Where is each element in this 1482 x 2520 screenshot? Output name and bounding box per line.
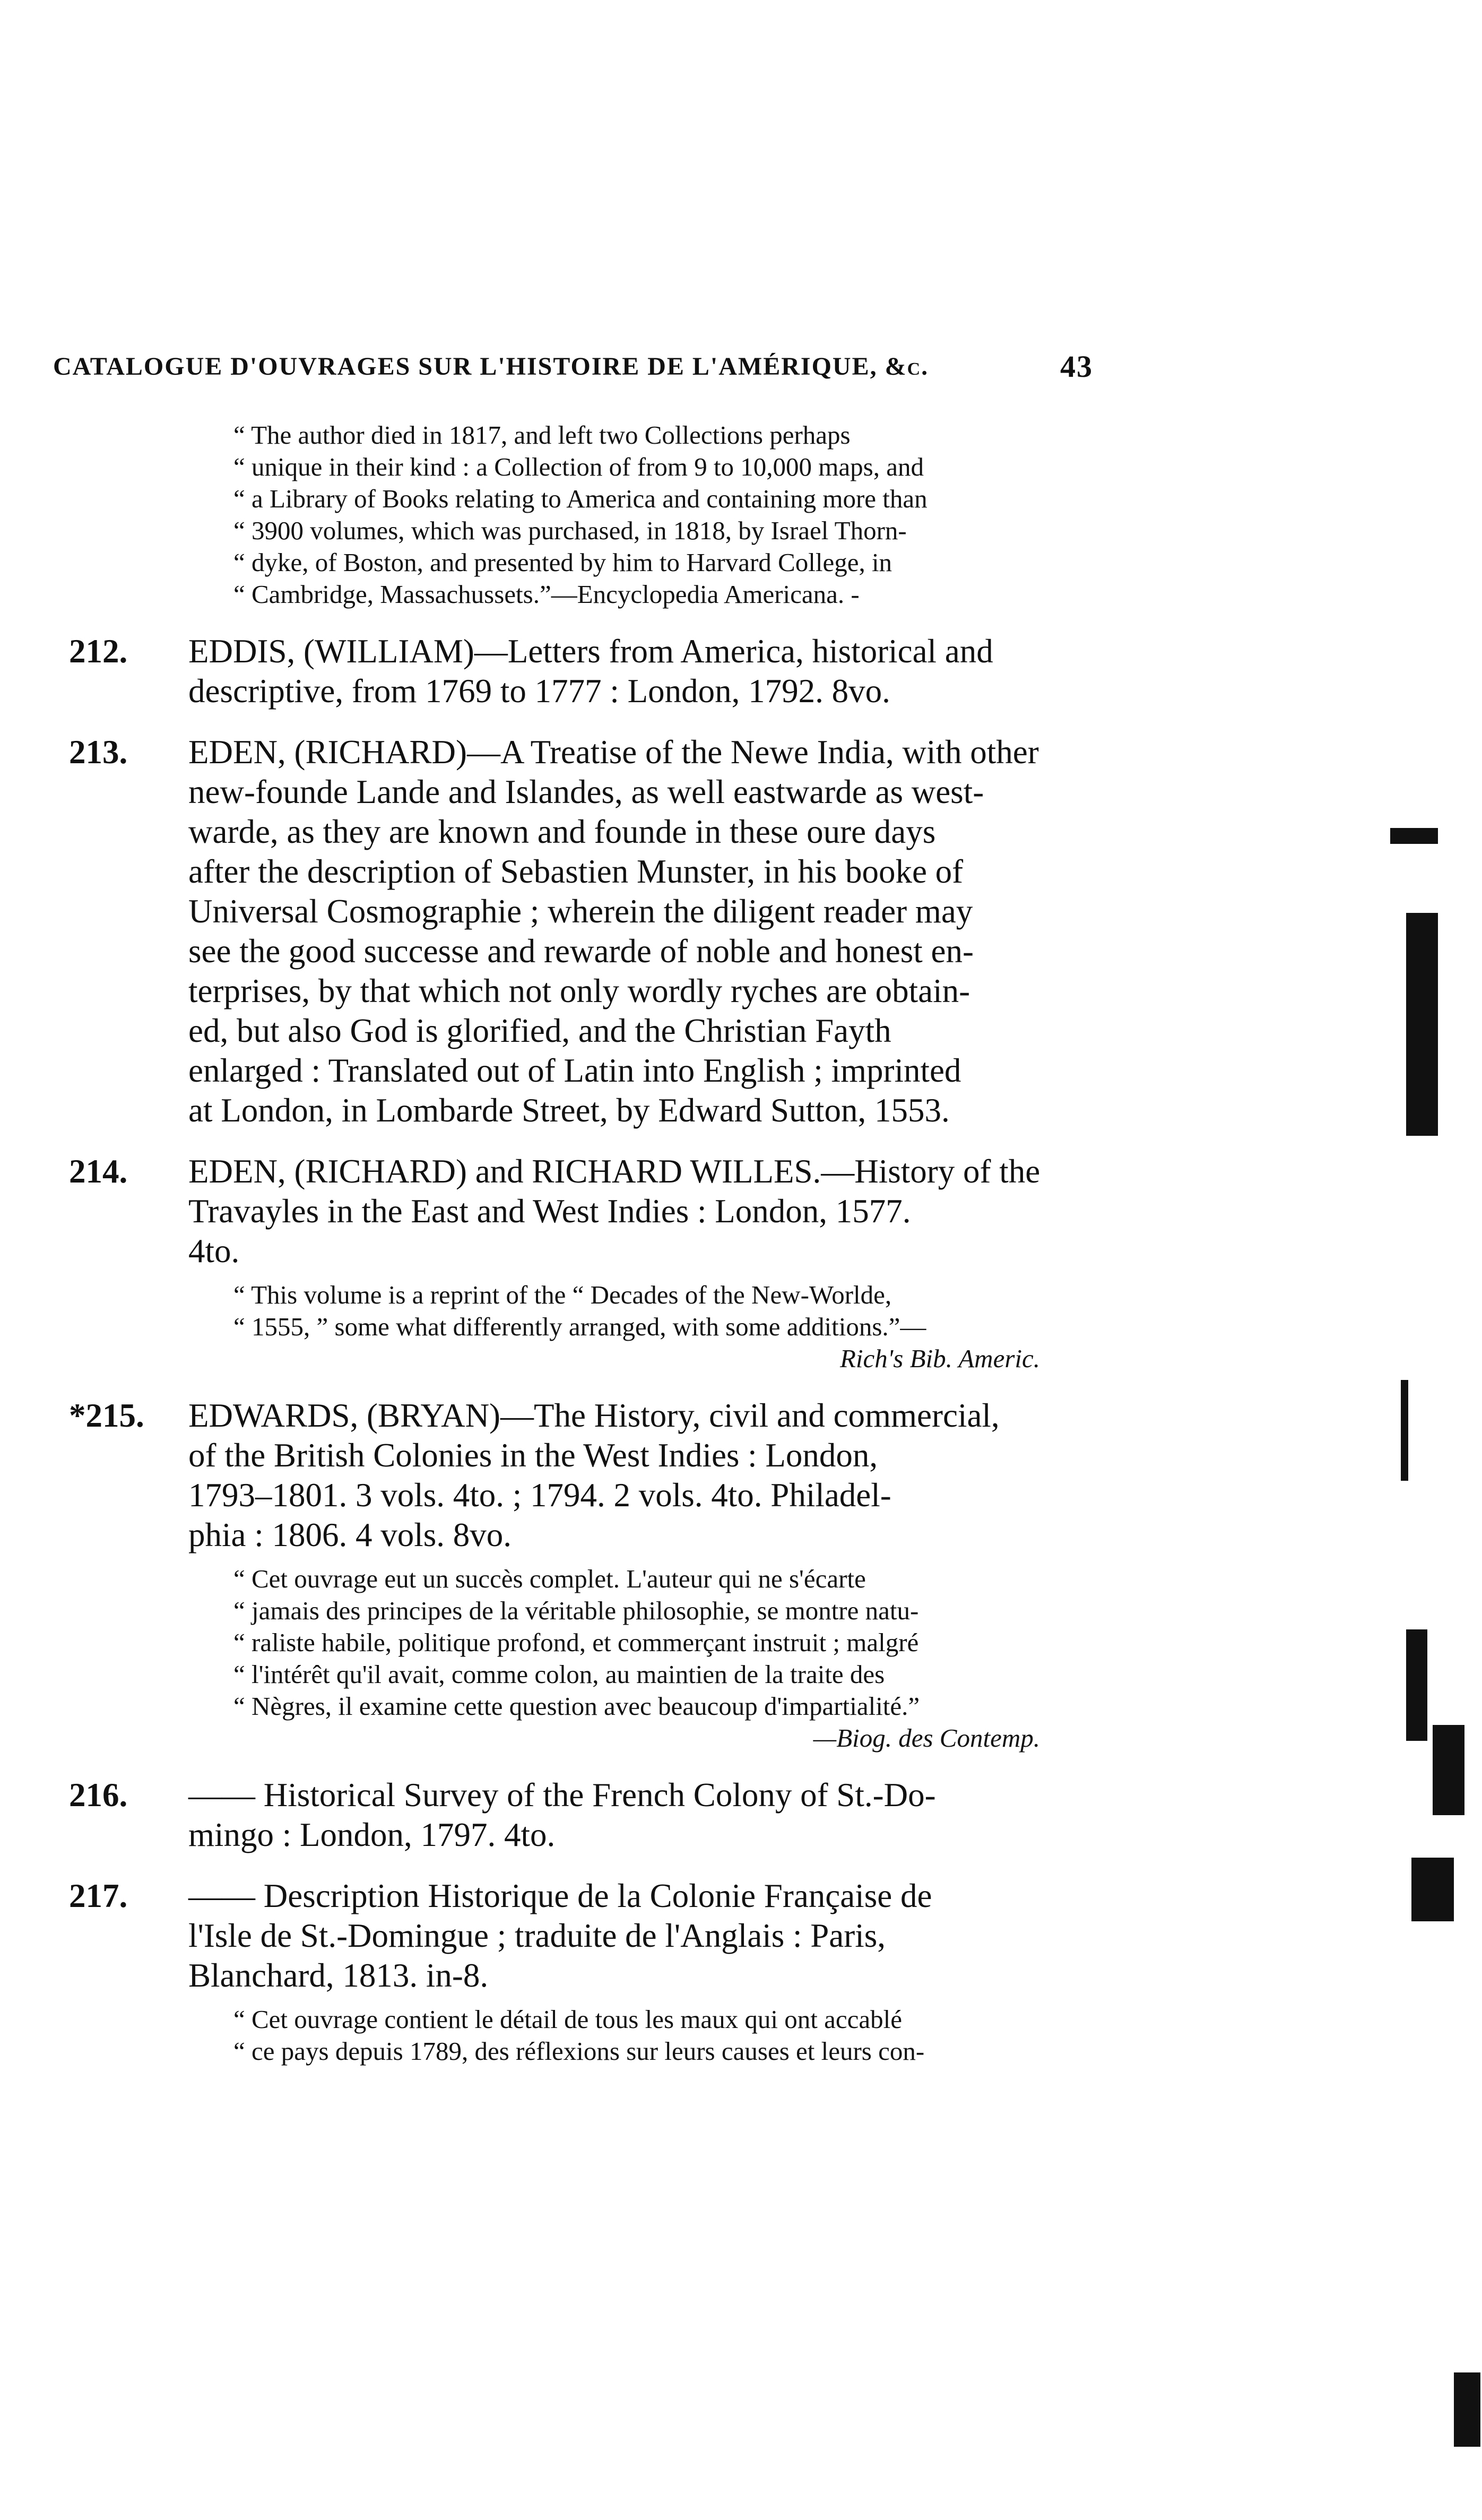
entry-line: terprises, by that which not only wordly ryches are obtain-: [188, 972, 970, 1009]
quote-line: “ l'intérêt qu'il avait, comme colon, au maintien de la traite des: [233, 1660, 885, 1689]
entry-body: [188, 1775, 1093, 1855]
entry-number: 212.: [69, 633, 128, 670]
entry-213: [69, 732, 1093, 1130]
entry-215: [69, 1396, 1093, 1754]
entry-number: 217.: [69, 1877, 128, 1914]
entry-line: enlarged : Translated out of Latin into English ; imprinted: [188, 1052, 961, 1089]
entry-217: [69, 1876, 1093, 2067]
quote-line: “ Cet ouvrage eut un succès complet. L'auteur qui ne s'écarte: [233, 1564, 866, 1593]
entry-line: descriptive, from 1769 to 1777 : London, 1792. 8vo.: [188, 672, 890, 710]
scan-edge-mark: [1433, 1725, 1464, 1815]
intro-quote: [233, 419, 1093, 610]
quote-line: “ This volume is a reprint of the “ Decades of the New-Worlde,: [233, 1280, 892, 1309]
scan-edge-mark: [1406, 913, 1438, 1136]
entry-quote: [233, 2004, 1093, 2067]
entry-line: 1793–1801. 3 vols. 4to. ; 1794. 2 vols. 4to. Philadel-: [188, 1477, 891, 1514]
quote-source: Rich's Bib. Americ.: [840, 1344, 1040, 1373]
quote-line: “ raliste habile, politique profond, et commerçant instruit ; malgré: [233, 1628, 919, 1657]
entry-body: [188, 632, 1093, 711]
header-title: CATALOGUE D'OUVRAGES SUR L'HISTOIRE DE L'AMÉRIQUE, &c.: [53, 352, 929, 381]
quote-line: “ The author died in 1817, and left two Collections perhaps: [233, 420, 851, 450]
entry-body: [188, 1152, 1093, 1271]
entry-line: —— Historical Survey of the French Colony of St.-Do-: [188, 1776, 936, 1814]
quote-line: “ Cambridge, Massachussets.”—Encyclopedia Americana. -: [233, 580, 860, 609]
quote-source: —Biog. des Contemp.: [813, 1723, 1040, 1753]
quote-line: “ 1555, ” some what differently arranged, with some additions.”—: [233, 1312, 926, 1341]
entry-212: [69, 632, 1093, 711]
entry-quote: [233, 1563, 1093, 1754]
entry-line: at London, in Lombarde Street, by Edward Sutton, 1553.: [188, 1092, 950, 1129]
scan-edge-mark: [1411, 1858, 1454, 1921]
entry-line: new-founde Lande and Islandes, as well eastwarde as west-: [188, 773, 984, 810]
entry-number: 216.: [69, 1776, 128, 1814]
entry-number: *215.: [69, 1397, 144, 1434]
entry-line: 4to.: [188, 1232, 240, 1270]
entry-line: EDDIS, (WILLIAM)—Letters from America, historical and: [188, 633, 993, 670]
entry-line: Universal Cosmographie ; wherein the diligent reader may: [188, 893, 973, 930]
entry-line: l'Isle de St.-Domingue ; traduite de l'Anglais : Paris,: [188, 1917, 886, 1954]
entry-body: [188, 1876, 1093, 1996]
entry-body: [188, 732, 1093, 1130]
scan-edge-mark: [1406, 1629, 1427, 1741]
quote-line: “ jamais des principes de la véritable philosophie, se montre natu-: [233, 1596, 919, 1625]
entry-line: Blanchard, 1813. in-8.: [188, 1957, 489, 1994]
entry-line: Travayles in the East and West Indies : London, 1577.: [188, 1193, 911, 1230]
entry-line: EDEN, (RICHARD) and RICHARD WILLES.—History of the: [188, 1153, 1041, 1190]
entry-quote: [233, 1279, 1093, 1375]
entry-line: see the good successe and rewarde of noble and honest en-: [188, 933, 974, 970]
entry-216: [69, 1775, 1093, 1855]
scan-edge-mark: [1401, 1380, 1408, 1481]
quote-line: “ Cet ouvrage contient le détail de tous les maux qui ont accablé: [233, 2005, 902, 2034]
entry-line: EDEN, (RICHARD)—A Treatise of the Newe India, with other: [188, 733, 1039, 771]
entry-number: 213.: [69, 733, 128, 771]
entry-line: ed, but also God is glorified, and the Christian Fayth: [188, 1012, 891, 1049]
running-header: [53, 345, 1093, 387]
quote-line: “ unique in their kind : a Collection of from 9 to 10,000 maps, and: [233, 452, 924, 481]
quote-line: “ ce pays depuis 1789, des réflexions sur leurs causes et leurs con-: [233, 2036, 925, 2066]
entry-body: [188, 1396, 1093, 1555]
quote-line: “ Nègres, il examine cette question avec beaucoup d'impartialité.”: [233, 1691, 920, 1721]
entry-214: [69, 1152, 1093, 1375]
page-number: 43: [1060, 349, 1093, 384]
entry-line: mingo : London, 1797. 4to.: [188, 1816, 556, 1853]
entry-number: 214.: [69, 1153, 128, 1190]
text-column: [69, 419, 1093, 2067]
entry-line: warde, as they are known and founde in these oure days: [188, 813, 936, 850]
quote-line: “ a Library of Books relating to America and containing more than: [233, 484, 928, 513]
entry-line: of the British Colonies in the West Indies : London,: [188, 1437, 878, 1474]
entry-line: phia : 1806. 4 vols. 8vo.: [188, 1516, 512, 1554]
entry-line: after the description of Sebastien Munster, in his booke of: [188, 853, 964, 890]
quote-line: “ 3900 volumes, which was purchased, in 1818, by Israel Thorn-: [233, 516, 907, 545]
quote-line: “ dyke, of Boston, and presented by him to Harvard College, in: [233, 548, 892, 577]
scan-edge-mark: [1454, 2372, 1480, 2447]
scan-edge-mark: [1390, 828, 1438, 844]
entry-line: —— Description Historique de la Colonie Française de: [188, 1877, 932, 1914]
entry-line: EDWARDS, (BRYAN)—The History, civil and commercial,: [188, 1397, 1000, 1434]
